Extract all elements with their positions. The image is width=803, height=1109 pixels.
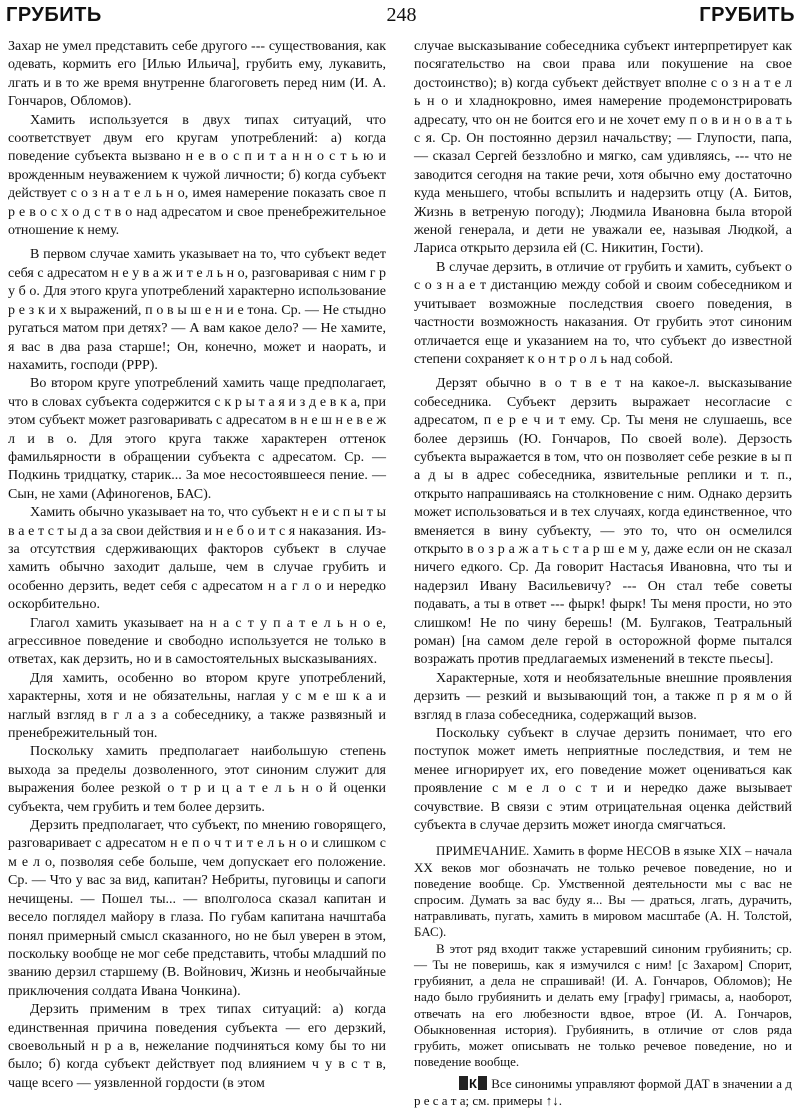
paragraph: В первом случае хамить указывает на то, что субъект ведет себя с адресатом н е у в а ж и т е л ь н о, разговаривая с ним г р у б о. Для этого круга употреблений характерно использование р е з к и х выражений, п о в ы ш е н и е тона. Ср. — Не стыдно ругаться матом при детях? — А вам какое дело? — Не хамите, я вас в два раза старше!; Он, конечно, может и наорать, и нахамить, господи (РРР). — [8, 247, 386, 373]
running-head-left: ГРУБИТЬ — [6, 4, 102, 26]
section-marker: К — [436, 1076, 488, 1092]
page-header — [0, 0, 803, 34]
paragraph: Дерзить предполагает, что субъект, по мнению говорящего, разговаривает с адресатом н е п о ч т и т е л ь н о и слишком с м е л о, позволяя себе больше, чем допускает его положение. Ср. — Что у вас за вид, капитан? Небриты, пуговицы и сапоги нечищены. — Пошел ты... — вполголоса сказал капитан и весело поглядел майору в глаза. По губам капитана начштаба понял примерный смысл сказанного, но не был уверен в этом, поскольку вообще не мог себе представить, чтобы младший по званию дерзил старшему (В. Войнович, Жизнь и необычайные приключения солдата Ивана Чонкина). — [8, 818, 386, 999]
note-paragraph: В этот ряд входит также устаревший синоним грубиянить; ср. — Ты не поверишь, как я измучился с ним! [с Захаром] Спорит, грубиянит, а дела не спрашивай! (И. А. Гончаров, Обломов); Не надо было грубиянить и делать ему [графу] гримасы, а, наоборот, отвечать на его любезности вдвое, втрое (И. А. Гончаров, Обыкновенная история). Грубиянить, в отличие от слов ряда грубить, может описывать не только речевое поведение, но и поведение вообще. — [414, 940, 792, 1070]
paragraph: Для хамить, особенно во втором круге употреблений, характерны, хотя и не обязательны, наглая у с м е ш к а и наглый взгляд в г л а з а собеседнику, а также развязный и пренебрежительный тон. — [8, 670, 386, 742]
note-paragraph: ПРИМЕЧАНИЕ. Хамить в форме НЕСОВ в языке XIX – начала XX веков мог обозначать не только речевое поведение, но и поведение вообще. Ср. Умственной деятельности мы с вас не спросим. Думать за вас буду я... Вы — драться, лгать, дурачить, натравливать, пугать, хамить в мировом масштабе (А. Н. Толстой, БАС). — [414, 843, 792, 940]
right-column — [414, 38, 792, 1109]
paragraph: Поскольку субъект в случае дерзить понимает, что его поступок может иметь неприятные последствия, и тем не менее игнорирует их, его поведение может оцениваться как проявление с м е л о с т и и нередко даже вызывает сочувствие. В связи с этим отрицательная оценка действий субъекта в случае дерзить может иногда смягчаться. — [414, 726, 792, 834]
paragraph: Во втором круге употреблений хамить чаще предполагает, что в словах субъекта содержится с к р ы т а я и з д е в к а, при этом субъект может разговаривать с адресатом в н е ш н е в е ж л и в о. Для этого круга также характерен оттенок фамильярности в обращении субъекта с адресатом. Ср. — Подкинь тридцатку, старик... За мое несостоявшееся пение. — Сын, не хами (Афиногенов, БАС). — [8, 376, 386, 502]
paragraph: Характерные, хотя и необязательные внешние проявления дерзить — резкий и вызывающий тон, а также п р я м о й взгляд в глаза собеседника, содержащий вызов. — [414, 670, 792, 723]
paragraph: В случае дерзить, в отличие от грубить и хамить, субъект о с о з н а е т дистанцию между собой и своим собеседником и учитывает возможные последствия своего поведения, в частности возможность наказания. От грубить этот синоним отличается еще и указанием на то, что субъект до известной степени сохраняет к о н т р о л ь над собой. — [414, 259, 792, 367]
paragraph: Захар не умел представить себе другого --- существования, как одевать, кормить его [Илью Ильича], грубить ему, лукавить, лгать и в то же время внутренне благоговеть перед ним (И. А. Гончаров, Обломов). — [8, 39, 386, 110]
note-section — [414, 843, 792, 1108]
government-note — [414, 1076, 792, 1108]
page-number: 248 — [386, 4, 417, 26]
paragraph: Дерзить применим в трех типах ситуаций: а) когда единственная причина поведения субъекта — его дерзкий, своевольный н р а в, нежелание подчиняться кому бы то ни было; б) когда субъект действует под влиянием ч у в с т в, чаще всего — уязвленной гордости (в этом — [8, 1002, 386, 1091]
paragraph: Дерзят обычно в о т в е т на какое-л. высказывание собеседника. Субъект дерзить выражает несогласие с адресатом, п е р е ч и т ему. Ср. Ты меня не слушаешь, все более дерзишь (Ю. Гончаров, По своей воле). Дерзость субъекта выражается в том, что он позволяет себе резкие в ы п а д ы в адрес собеседника, язвительные реплики и т. п., открыто напрашиваясь на столкновение с ним. Однако дерзить может использоваться и в тех случаях, когда единственное, что вменяется в вину субъекту, — это то, что он осмелился открыто в о з р а ж а т ь с т а р ш е м у, даже если он не сказал ничего едкого. Ср. Да говорит Настасья Ивановна, что ты и надерзил Ивану Васильевичу? --- Он стал тебе советы подавать, а ты в ответ --- фырк! фырк! Ты меня прости, но это слишком! Не по чину берешь! (М. Булгаков, Театральный роман) [на самом деле герой в осторожной форме пытался возражать против предлагаемых изменений в тексте пьесы]. — [414, 376, 792, 668]
running-head-right: ГРУБИТЬ — [699, 4, 795, 26]
paragraph: Поскольку хамить предполагает наибольшую степень выхода за пределы дозволенного, этот синоним служит для выражения более резкой о т р и ц а т е л ь н о й оценки субъекта, чем грубить и тем более дерзить. — [8, 744, 386, 815]
paragraph: Глагол хамить указывает на н а с т у п а т е л ь н о е, агрессивное поведение и свободно используется не только в ответах, как дерзить, но и в самостоятельных высказываниях. — [8, 615, 386, 668]
paragraph: случае высказывание собеседника субъект интерпретирует как посягательство на свои права или покушение на свое достоинство); в) когда субъект действует вполне с о з н а т е л ь н о и хладнокровно, имея намерение продемонстрировать адресату, что он не боится его и не хочет ему п о в и н о в а т ь с я. Ср. Он постоянно дерзил начальству; — Глупости, папа, — сказал Сергей беззлобно и мягко, сам удивляясь, --- что не заводится сегодня на такие речи, хотя обычно ему достаточно куда меньшего, чтобы вспылить и надерзить отцу (А. Битов, Жизнь в ветреную погоду); Людмила Ивановна была второй женой генерала, и дети не уважали ее, называя Людкой, а Лариса открыто дерзила ей (С. Никитин, Гости). — [414, 39, 792, 257]
government-text: Все синонимы управляют формой ДАТ в значении а д р е с а т а; см. примеры ↑↓. — [414, 1076, 792, 1108]
paragraph: Хамить используется в двух типах ситуаций, что соответствует двум его кругам употреблений: а) когда поведение субъекта вызвано н е в о с п и т а н н о с т ь ю и врожденным неуважением к чужой личности; б) когда субъект действует с о з н а т е л ь н о, имея намерение показать свое п р е в о с х о д с т в о над адресатом и свое пренебрежительное отношение к нему. — [8, 112, 386, 239]
paragraph: Хамить обычно указывает на то, что субъект н е и с п ы т ы в а е т с т ы д а за свои действия и н е б о и т с я наказания. Из-за отсутствия сдерживающих факторов субъект в случае хамить обычно заходит дальше, чем в случае грубить и особенно дерзить, ведет себя с адресатом н а г л о и нередко оскорбительно. — [8, 505, 386, 613]
left-column — [8, 38, 386, 1093]
